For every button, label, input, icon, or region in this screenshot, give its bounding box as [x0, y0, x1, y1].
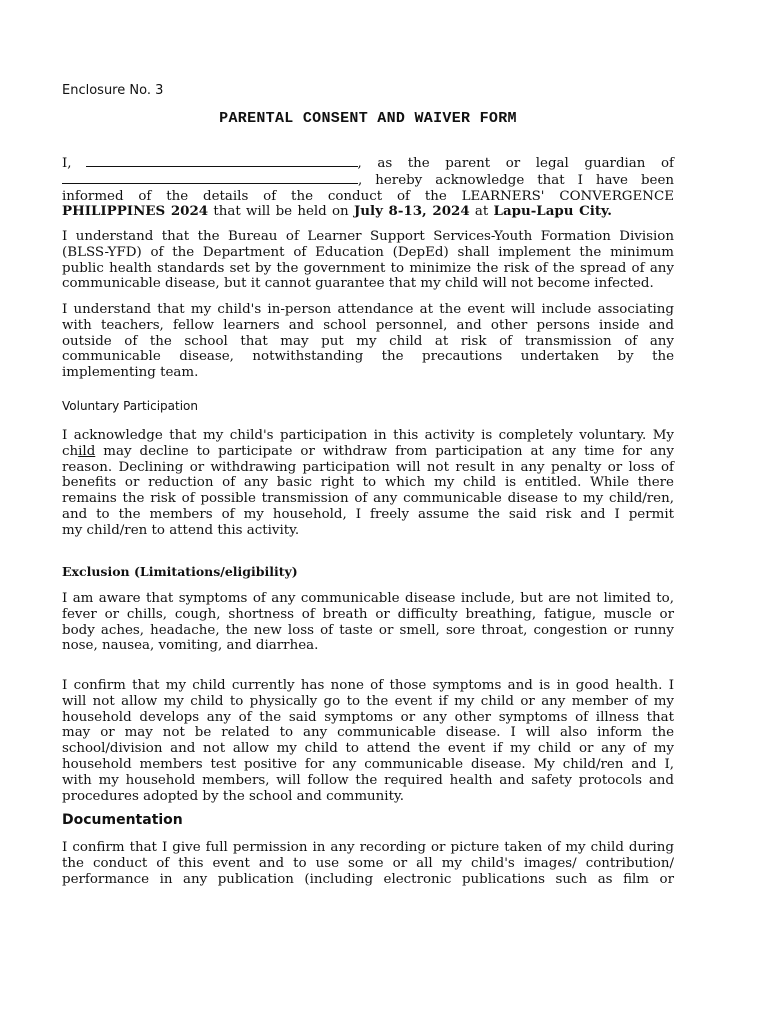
form-title: PARENTAL CONSENT AND WAIVER FORM: [219, 110, 517, 127]
parent-name-field[interactable]: [86, 155, 358, 167]
voluntary-heading: Voluntary Participation: [62, 399, 198, 413]
event-date: July 8-13, 2024: [353, 203, 470, 220]
documentation-paragraph: I confirm that I give full permission in any recording or picture taken of my child during the conduct of this event and to use some or all my child's images/ contribution/ performance in any publication (including electronic publications such as film or: [62, 840, 674, 887]
intro-line-2: , hereby acknowledge that I have been: [62, 172, 674, 189]
event-place: Lapu-Lapu City.: [493, 203, 612, 220]
exclusion-heading: Exclusion (Limitations/eligibility): [62, 564, 298, 579]
learner-name-field[interactable]: [62, 172, 358, 184]
intro-line-1: I, , as the parent or legal guardian of: [62, 156, 674, 171]
bureau-paragraph: I understand that the Bureau of Learner Support Services-Youth Formation Division (BLSS-YFD) of the Department of Education (DepEd) shall implement the minimum public health standards set by the government to minimize the risk of the spread of any communicable disease, but it cannot guarantee that my child will not become infected.: [62, 229, 674, 292]
event-name: PHILIPPINES 2024: [62, 203, 209, 220]
documentation-heading: Documentation: [62, 812, 183, 828]
attendance-paragraph: I understand that my child's in-person attendance at the event will include associating with teachers, fellow learners and school personnel, and other persons inside and outside of the school that may put my child at risk of transmission of any communicable disease, notwithstanding the precautions undertaken by the implementing team.: [62, 302, 674, 381]
intro-line-4: PHILIPPINES 2024 that will be held on July 8-13, 2024 at Lapu-Lapu City.: [62, 203, 612, 220]
voluntary-paragraph: I acknowledge that my child's participation in this activity is completely voluntary. My child may decline to participate or withdraw from participation at any time for any reason. Declining or withdrawing participation will not result in any penalty or loss of benefits or reduction of any basic right to which my child is entitled. While there remains the risk of possible transmission of any communicable disease to my child/ren, and to the members of my household, I freely assume the said risk and I permit my child/ren to attend this activity.: [62, 428, 674, 538]
symptoms-paragraph: I am aware that symptoms of any communicable disease include, but are not limited to, fever or chills, cough, shortness of breath or difficulty breathing, fatigue, muscle or body aches, headache, the new loss of taste or smell, sore throat, congestion or runny nose, nausea, vomiting, and diarrhea.: [62, 591, 674, 654]
confirm-paragraph: I confirm that my child currently has none of those symptoms and is in good health. I will not allow my child to physically go to the event if my child or any member of my household develops any of the said symptoms or any other symptoms of illness that may or may not be related to any communicable disease. I will also inform the school/division and not allow my child to attend the event if my child or any of my household members test positive for any communicable disease. My child/ren and I, with my household members, will follow the required health and safety protocols and procedures adopted by the school and community.: [62, 678, 674, 804]
intro-line-3: informed of the details of the conduct of the LEARNERS' CONVERGENCE: [62, 188, 674, 204]
enclosure-label: Enclosure No. 3: [62, 83, 164, 98]
intro-paragraph: [62, 155, 674, 220]
